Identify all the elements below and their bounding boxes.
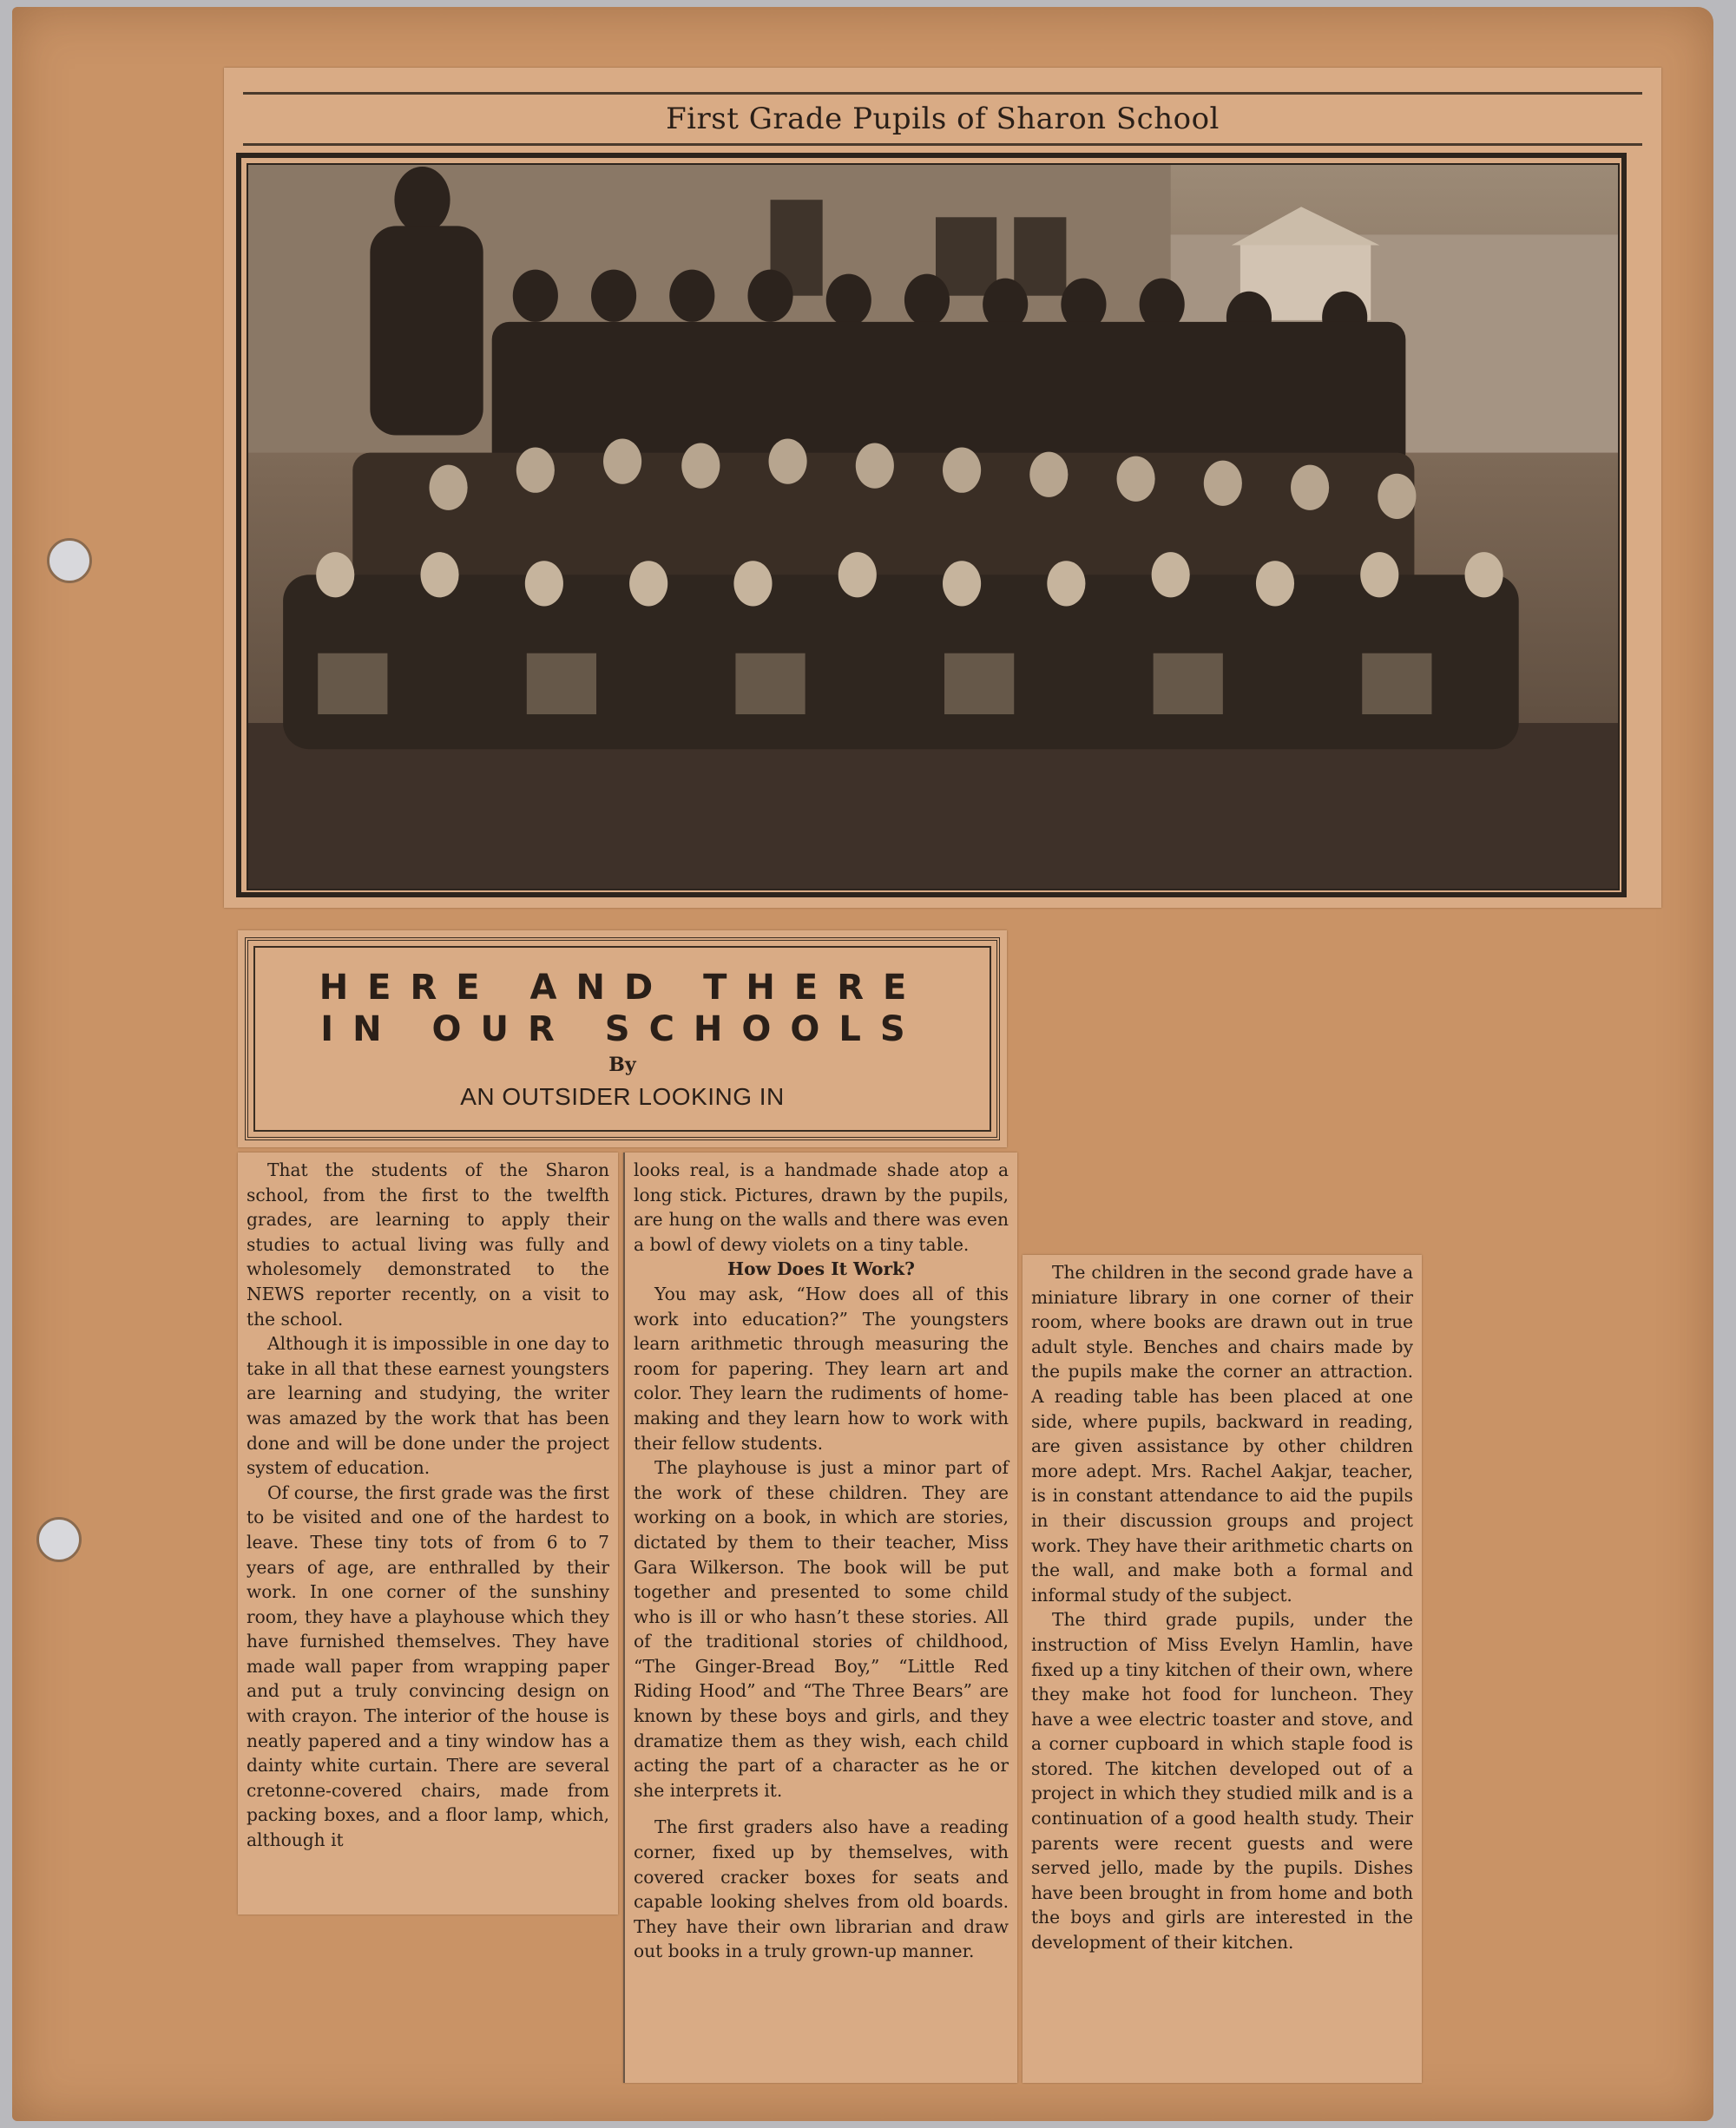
headline-line-2: IN OUR SCHOOLS	[320, 1009, 924, 1049]
paragraph: Although it is impossible in one day to take in all that these earnest youngsters are learning and studying, the writer was amazed by the work that has been done and will be done under the project system of education.	[247, 1333, 609, 1479]
paragraph: The first graders also have a reading corner, fixed up by themselves, with covered cracker boxes for seats and capable looking shelves from old boards. They have their own librarian and draw out books in a truly grown-up manner.	[634, 1816, 1009, 1962]
article-column-2	[623, 1153, 1017, 2083]
paragraph: looks real, is a handmade shade atop a long stick. Pictures, drawn by the pupils, are hung on the walls and there was even a bowl of dewy violets on a tiny table.	[634, 1159, 1009, 1255]
paragraph: You may ask, “How does all of this work into education?” The youngsters learn arithmetic through measuring the room for papering. They learn art and color. They learn the rudiments of home-making and they learn how to work with their fellow students.	[634, 1283, 1009, 1454]
photo-clipping	[224, 68, 1661, 908]
headline-line-1: HERE AND THERE	[319, 968, 926, 1008]
headline-box	[245, 937, 1000, 1140]
photo-caption-bar	[243, 92, 1642, 146]
binder-hole-bottom	[36, 1517, 82, 1562]
byline-author: AN OUTSIDER LOOKING IN	[460, 1083, 785, 1110]
byline-by: By	[608, 1054, 636, 1076]
class-photograph	[247, 163, 1620, 890]
subheading: How Does It Work?	[727, 1258, 915, 1280]
article-column-1	[238, 1153, 618, 1915]
paragraph: The children in the second grade have a miniature library in one corner of their room, where books are drawn out in true adult style. Benches and chairs made by the pupils make the corner an attraction. A reading table has been placed at one side, where pupils, backward in reading, are given assistance by other children more adept. Mrs. Rachel Aakjar, teacher, is in constant attendance to aid the pupils in their discussion groups and project work. They have their arithmetic charts on the wall, and make both a formal and informal study of the subject.	[1031, 1262, 1413, 1606]
binder-hole-top	[47, 538, 92, 583]
class-photograph-image	[248, 165, 1618, 889]
paragraph: That the students of the Sharon school, from the first to the twelfth grades, are learning to apply their studies to actual living was fully and wholesomely demonstrated to the NEWS reporter recently, on a visit to the school.	[247, 1159, 609, 1330]
paragraph: The playhouse is just a minor part of the work of these children. They are working on a book, in which are stories, dictated by them to their teacher, Miss Gara Wilkerson. The book will be put together and presented to some child who is ill or who hasn’t these stories. All of the traditional stories of childhood, “The Ginger-Bread Boy,” “Little Red Riding Hood” and “The Three Bears” are known by these boys and girls, and they dramatize them as they wish, each child acting the part of a character as he or she interprets it.	[634, 1457, 1009, 1801]
photo-caption: First Grade Pupils of Sharon School	[666, 102, 1220, 136]
paragraph: The third grade pupils, under the instruction of Miss Evelyn Hamlin, have fixed up a tiny kitchen of their own, where they make hot food for luncheon. They have a wee electric toaster and stove, and a corner cupboard in which staple food is stored. The kitchen developed out of a project in which they studied milk and is a continuation of a good health study. Their parents were recent guests and were served jello, made by the pupils. Dishes have been brought in from home and both the boys and girls are interested in the development of their kitchen.	[1031, 1609, 1413, 1954]
photo-frame	[236, 153, 1627, 897]
headline-clipping	[238, 930, 1007, 1147]
article-column-3	[1023, 1255, 1422, 2083]
paragraph: Of course, the first grade was the first to be visited and one of the hardest to leave. These tiny tots of from 6 to 7 years of age, are enthralled by their work. In one corner of the sunshiny room, they have a playhouse which they have furnished themselves. They have made wall paper from wrapping paper and put a truly convincing design on with crayon. The interior of the house is neatly papered and a tiny window has a dainty white curtain. There are several cretonne-covered chairs, made from packing boxes, and a floor lamp, which, although it	[247, 1481, 609, 1851]
